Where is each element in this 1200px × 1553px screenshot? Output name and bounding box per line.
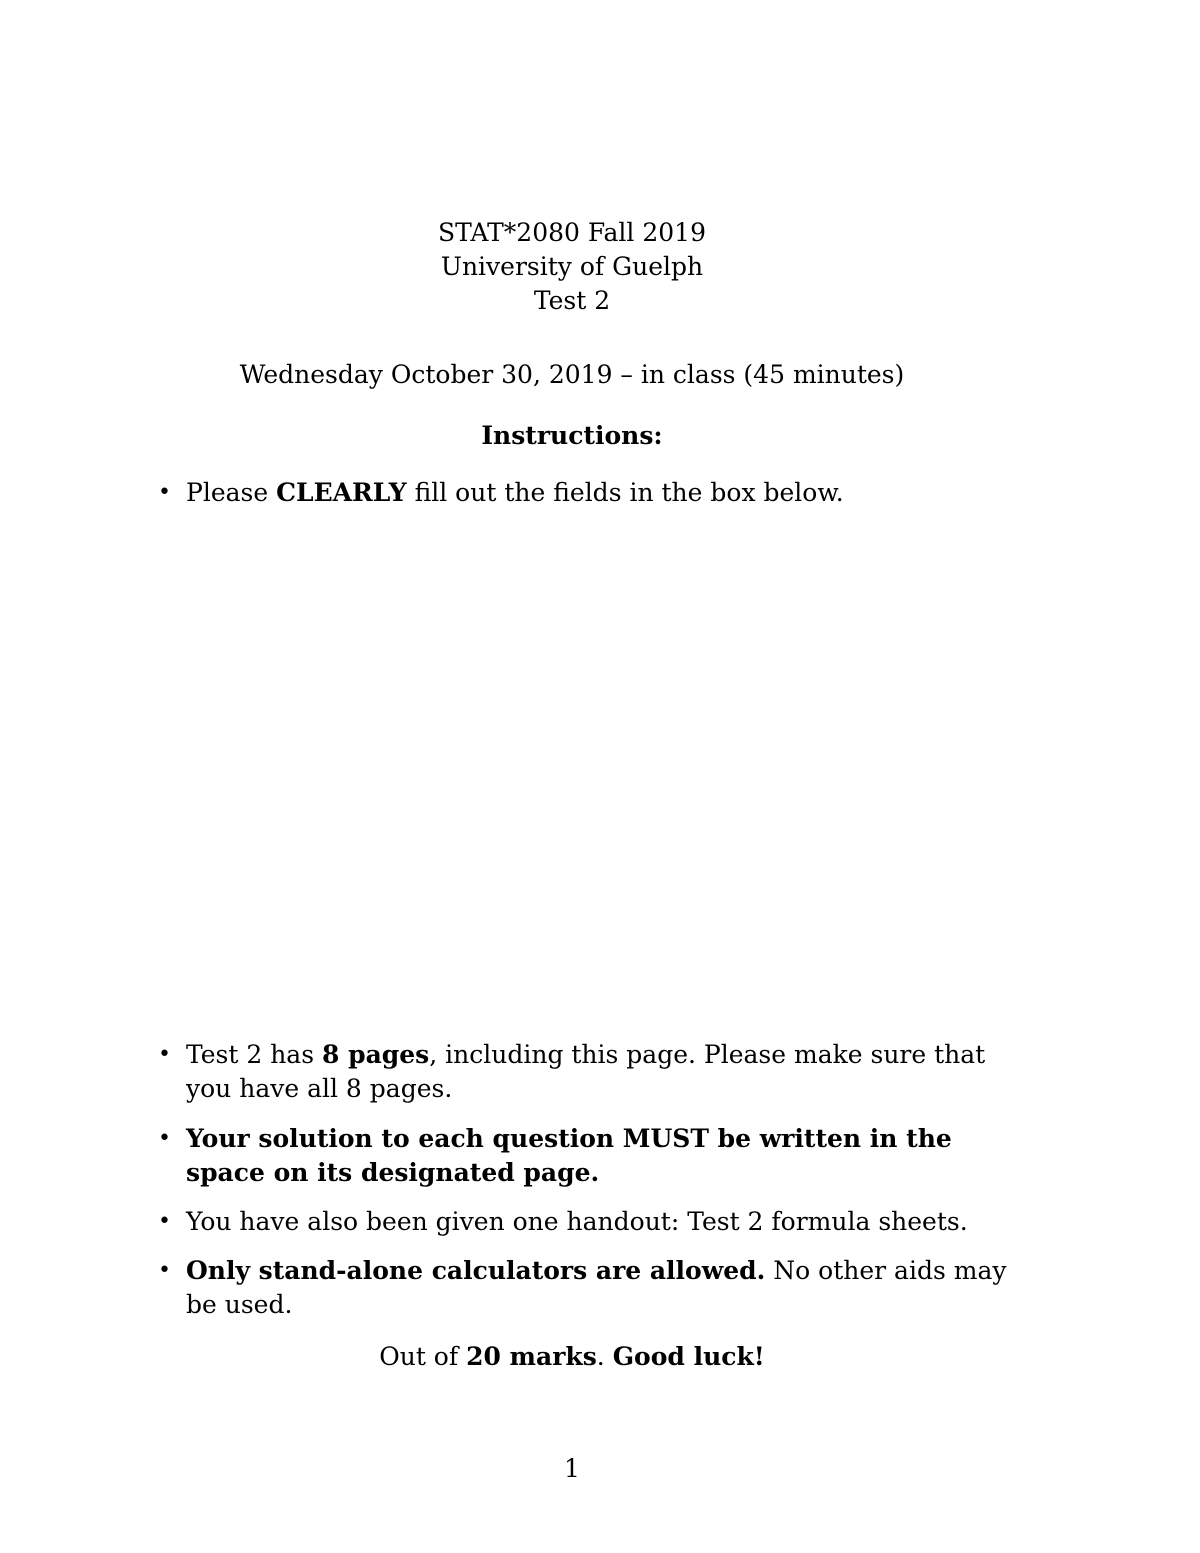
bullet-icon: • bbox=[158, 480, 171, 505]
bullet-text-before: Please bbox=[186, 478, 277, 507]
bullet-text-after: fill out the fields in the box below. bbox=[406, 478, 844, 507]
bullet-text-after: No other aids may be used. bbox=[186, 1256, 1007, 1319]
date-line: Wednesday October 30, 2019 – in class (45 minutes) bbox=[239, 360, 905, 389]
bullet-text-bold: CLEARLY bbox=[276, 478, 407, 507]
instructions-heading: Instructions: bbox=[481, 421, 663, 450]
closing-middle: . bbox=[596, 1342, 613, 1371]
bullet-icon: • bbox=[158, 1126, 171, 1151]
bullet-text-bold: Only stand-alone calculators are allowed. bbox=[186, 1256, 766, 1285]
bullet-text-before: Test 2 has bbox=[186, 1040, 322, 1069]
bullet-icon: • bbox=[158, 1209, 171, 1234]
bullet-fill-fields bbox=[158, 476, 1058, 510]
closing-before: Out of bbox=[379, 1342, 467, 1371]
bullet-solution bbox=[158, 1122, 1058, 1190]
bullet-icon: • bbox=[158, 1042, 171, 1067]
test-title: Test 2 bbox=[533, 286, 611, 315]
bullet-calculators bbox=[158, 1254, 1058, 1322]
bullet-pages bbox=[158, 1038, 1058, 1106]
bullet-text bbox=[186, 476, 1036, 510]
page-number: 1 bbox=[564, 1454, 580, 1483]
bullet-text: You have also been given one handout: Test 2 formula sheets. bbox=[186, 1207, 968, 1236]
bullet-icon: • bbox=[158, 1258, 171, 1283]
bullet-text: Your solution to each question MUST be written in the space on its designated page. bbox=[186, 1124, 952, 1187]
university-name: University of Guelph bbox=[440, 252, 704, 281]
closing-line bbox=[0, 1340, 1144, 1374]
closing-luck: Good luck! bbox=[612, 1342, 765, 1371]
bullet-text-after: , including this page. Please make sure that you have all 8 pages. bbox=[186, 1040, 986, 1103]
bullet-text bbox=[186, 1254, 1036, 1322]
bullet-text bbox=[186, 1038, 1036, 1106]
closing-marks: 20 marks bbox=[466, 1342, 597, 1371]
bullet-text-bold: 8 pages bbox=[322, 1040, 430, 1069]
course-title: STAT*2080 Fall 2019 bbox=[438, 218, 706, 247]
bullet-handout bbox=[158, 1205, 1058, 1239]
